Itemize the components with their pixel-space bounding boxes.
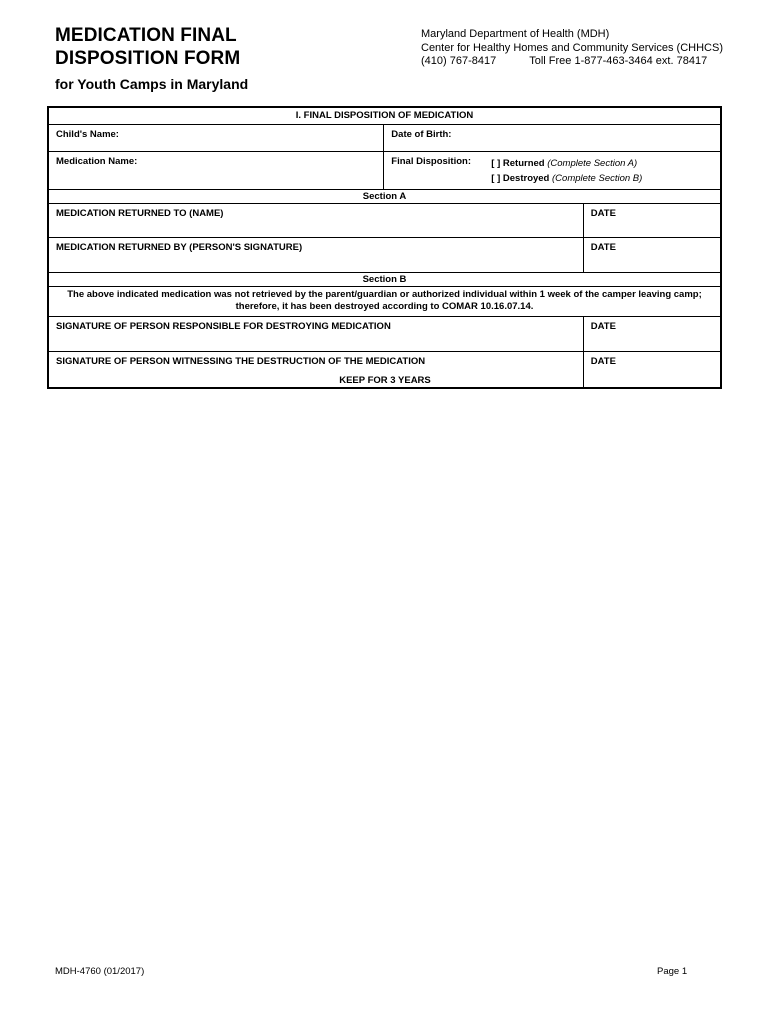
returned-by-date-field[interactable] (583, 238, 721, 273)
date-of-birth-label: Date of Birth: (391, 129, 452, 140)
responsible-signature-label: SIGNATURE OF PERSON RESPONSIBLE FOR DESTROYING MEDICATION (56, 321, 391, 332)
agency-center: Center for Healthy Homes and Community Services (CHHCS) (421, 41, 723, 54)
date-label: DATE (590, 242, 616, 253)
section-b-title: Section B (48, 273, 721, 287)
date-label: DATE (590, 321, 616, 332)
page-number: Page 1 (657, 966, 688, 977)
returned-to-date-field[interactable] (583, 204, 721, 238)
form-title-line1: MEDICATION FINAL (55, 25, 237, 46)
returned-by-field[interactable] (48, 238, 583, 273)
keep-note: KEEP FOR 3 YEARS (339, 375, 431, 386)
section-header: I. FINAL DISPOSITION OF MEDICATION (48, 107, 721, 125)
date-label: DATE (590, 208, 616, 219)
form-subtitle: for Youth Camps in Maryland (55, 76, 249, 92)
returned-option-label: [ ] Returned (491, 158, 545, 169)
disposition-table (47, 106, 722, 389)
form-title-line2: DISPOSITION FORM (55, 48, 241, 69)
final-disposition-field (384, 152, 721, 190)
title-block (55, 24, 248, 92)
childs-name-field[interactable] (48, 125, 384, 152)
agency-phone-row (421, 55, 723, 69)
date-of-birth-field[interactable] (384, 125, 721, 152)
section-b-notice: The above indicated medication was not retrieved by the parent/guardian or authorized individual within 1 week of the camper leaving camp; therefore, it has been destroyed according to COMAR 10.16.07.14. (48, 287, 721, 317)
form-number: MDH-4760 (01/2017) (55, 966, 145, 977)
destroyed-option[interactable] (491, 171, 642, 186)
agency-toll-free: Toll Free 1-877-463-3464 ext. 78417 (529, 55, 708, 67)
agency-phone: (410) 767-8417 (421, 55, 497, 67)
witness-signature-label: SIGNATURE OF PERSON WITNESSING THE DESTRUCTION OF THE MEDICATION (56, 356, 426, 367)
date-label: DATE (590, 356, 616, 367)
final-disposition-label: Final Disposition: (391, 156, 471, 167)
destroyed-option-label: [ ] Destroyed (491, 173, 550, 184)
returned-by-label: MEDICATION RETURNED BY (PERSON'S SIGNATURE) (56, 242, 303, 253)
medication-name-field[interactable] (48, 152, 384, 190)
childs-name-label: Child's Name: (56, 129, 119, 140)
agency-info (421, 28, 723, 69)
responsible-date-field[interactable] (583, 317, 721, 352)
responsible-signature-field[interactable] (48, 317, 583, 352)
returned-option-note: (Complete Section A) (547, 158, 638, 169)
section-a-title: Section A (48, 190, 721, 204)
agency-name: Maryland Department of Health (MDH) (421, 28, 610, 40)
returned-to-field[interactable] (48, 204, 583, 238)
medication-name-label: Medication Name: (56, 156, 138, 167)
destroyed-option-note: (Complete Section B) (552, 173, 643, 184)
returned-option[interactable] (491, 156, 642, 171)
returned-to-label: MEDICATION RETURNED TO (NAME) (56, 208, 224, 219)
